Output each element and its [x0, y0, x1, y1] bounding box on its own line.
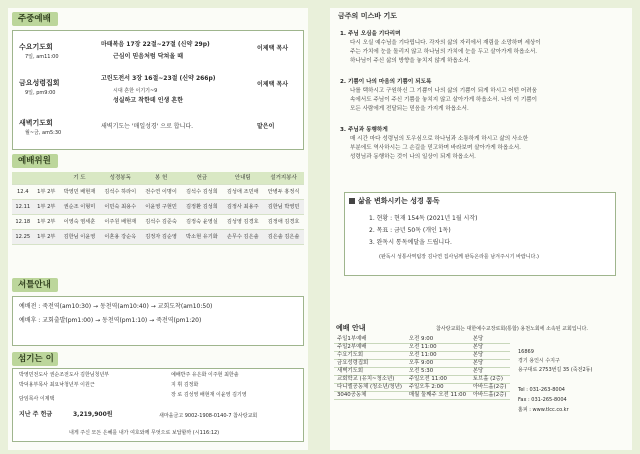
row-cell: 김정애 김경호: [263, 215, 304, 230]
committee-header: 봉 헌: [141, 172, 182, 185]
scripture-verse: 내게 주신 모든 은혜를 내가 여호와께 무엇으로 보답할까 (시116:12): [69, 430, 220, 436]
worship-time: 7일, am11:00: [25, 54, 59, 60]
row-date: 12.18: [12, 215, 34, 230]
bible-line: 2. 목표 : 금년 50독 (개인 1독): [369, 227, 451, 234]
prayer-body: 나를 택하시고 구원하신 그 기쁨이 나의 삶의 기쁨이 되게 하시고 어떤 어려움: [350, 88, 538, 94]
prayer-head: 1. 주님 오심을 기다리며: [340, 31, 401, 37]
committee-header: [12, 172, 59, 185]
worship-time: 월~금, am5:30: [25, 130, 62, 136]
square-bullet-icon: [349, 198, 355, 204]
servant-line: 박덕용부목사 최요낙청년부 이원근: [19, 382, 95, 388]
committee-header: 안내팀: [222, 172, 263, 185]
table-row: 다니엘공동체 (청소년/청년) 주일오후 2:00 아바드홀(2층): [334, 384, 510, 392]
row-cell: 김정환 김성희: [182, 200, 223, 215]
row-service: 1부 2부: [34, 230, 59, 245]
table-row: 주일2부예배 오전 11:00 본당: [334, 344, 510, 352]
table-row: 금요성령집회 오후 9:00 본당: [334, 360, 510, 368]
table-row: [12, 185, 304, 200]
row-cell: 김성영 김경호: [222, 215, 263, 230]
row-date: 12.4: [12, 185, 34, 200]
guide-note: 참사랑교회는 대한예수교장로회(통합) 용천노회에 소속된 교회입니다.: [436, 326, 588, 332]
row-cell: 이영숙 염세훈: [59, 215, 100, 230]
row-cell: 김석수 김성희: [182, 185, 223, 200]
table-row: 주일1부예배 오전 9:00 본당: [334, 336, 510, 344]
left-page: [8, 8, 308, 450]
prayer-body: 매 시간 마다 성령님의 도우심으로 하나님과 소통하게 하시고 삶의 사소한: [350, 136, 529, 142]
worship-leader: 맡은이: [257, 123, 275, 130]
worship-name: 수요기도회: [19, 43, 53, 51]
prayer-body: 하나님이 주신 삶의 방향을 놓치지 않게 하옵소서.: [350, 58, 471, 64]
row-cell: 전수연 이명이: [141, 185, 182, 200]
committee-header: 기 도: [59, 172, 100, 185]
table-row: 교회학교 (유치~청소년) 주일오전 11:00 토브홀 (2층): [334, 376, 510, 384]
offering-amount: 3,219,900원: [73, 411, 113, 418]
servant-line: 담임목사 이제택: [19, 396, 55, 402]
worship-leader: 이제택 목사: [257, 45, 289, 52]
servant-line: 박영민전도사 권순조전도사 김한님청년부: [19, 372, 110, 378]
bible-box: [344, 192, 616, 276]
row-cell: 김한님 박영민: [263, 200, 304, 215]
servant-role: 예배반주 유은화 이주현 최한솔: [171, 372, 239, 378]
guide-table: [334, 336, 510, 400]
bible-title: [349, 197, 440, 206]
table-row: 새벽기도회 오전 5:30 본당: [334, 368, 510, 376]
row-cell: 안병두 홍정식: [263, 185, 304, 200]
worship-line: 근심이 믿음처럼 닥쳐올 때: [113, 53, 184, 60]
row-cell: 박영민 배현재: [59, 185, 100, 200]
table-row: [12, 230, 304, 245]
prayer-body: 다시 오실 예수님을 기다립니다. 각자의 삶의 자리에서 재림을 소망하며 세상이: [350, 40, 541, 46]
right-page: [330, 8, 632, 450]
prayer-heading: 금주의 미스바 기도: [338, 12, 397, 20]
committee-header: 성경봉독: [100, 172, 141, 185]
address-line: 용구대로 2753번길 35 (죽전2동): [518, 367, 593, 373]
committee-header: 설거지봉사: [263, 172, 304, 185]
table-row: 3040공동체 매월 둘째주 오전 11:00 아바드홀(2층): [334, 392, 510, 400]
worship-heading: 주중예배: [12, 12, 58, 26]
address-line: 16869: [518, 349, 534, 355]
prayer-body: 성령님과 동행하는 것이 나의 일상이 되게 하옵소서.: [350, 154, 476, 160]
worship-line: 마태복음 17장 22절~27절 (신약 29p): [101, 41, 210, 48]
committee-header: 헌금: [182, 172, 223, 185]
row-service: 1부 2부: [34, 215, 59, 230]
bible-line: 3. 완독시 통독예달을 드립니다.: [369, 239, 452, 246]
bible-note: (완독시 성통사역팀장 김나연 집사님께 완독온라를 남겨주시기 바랍니다.): [379, 254, 539, 260]
table-row: 수요기도회 오전 11:00 본당: [334, 352, 510, 360]
row-cell: 박소현 유기화: [182, 230, 223, 245]
row-cell: 김석수 김준숙: [141, 215, 182, 230]
contact-line: Tel : 031-263-8004: [518, 387, 565, 393]
prayer-body: 부분에도 역사하시는 그 손길을 믿고하며 바라보며 살아가게 하옵소서.: [350, 145, 521, 151]
bus-line: 예배전 : 죽전역(am10:30) → 동천역(am10:40) → 교회도착(am10:50): [19, 303, 213, 310]
row-cell: 이윤영 구현민: [141, 200, 182, 215]
worship-line: 새벽기도는 '매일성경' 으로 합니다.: [101, 123, 194, 130]
contact-line[interactable]: 홈피 : www.tlcc.co.kr: [518, 407, 569, 413]
row-cell: 손무수 김은솔: [222, 230, 263, 245]
prayer-head: 3. 주님과 동행하게: [340, 127, 388, 133]
prayer-body: 모든 사람에게 전달되는 믿음을 가지게 하옵소서.: [350, 106, 469, 112]
table-row: [12, 215, 304, 230]
servants-heading: 섬기는 이: [12, 352, 58, 366]
row-cell: 김석수 하라이: [100, 185, 141, 200]
row-cell: 김성애 조민애: [222, 185, 263, 200]
worship-name: 금요성령집회: [19, 79, 60, 87]
committee-heading: 예배위원: [12, 154, 58, 168]
worship-leader: 이제택 목사: [257, 81, 289, 88]
worship-time: 9일, pm9:00: [25, 90, 56, 96]
worship-line: 시대 흔한 이기기~9: [113, 88, 158, 94]
table-row: [12, 200, 304, 215]
row-cell: 김은솔 김은솔: [263, 230, 304, 245]
committee-table: [12, 172, 304, 245]
prayer-body: 속에서도 주님이 주신 기쁨을 놓치지 않고 살아가게 하옵소서. 나의 이 기쁨이: [350, 97, 538, 103]
offering-label: 지난 주 헌금: [19, 411, 53, 418]
worship-box: [12, 30, 304, 150]
servant-role: 지 휘 김정화: [171, 382, 199, 388]
row-cell: 이민숙 최용수: [100, 200, 141, 215]
worship-line: 성실하고 착한데 인생 흔한: [113, 97, 184, 104]
prayer-head: 2. 기쁨이 나의 마음의 기쁨이 되도록: [340, 79, 432, 85]
row-cell: 권순조 이형미: [59, 200, 100, 215]
row-date: 12.25: [12, 230, 34, 245]
servant-role: 장 로 김성영 배현재 이윤영 김기영: [171, 392, 247, 398]
row-service: 1부 2부: [34, 200, 59, 215]
bus-box: [12, 296, 304, 346]
worship-name: 새벽기도회: [19, 119, 53, 127]
row-cell: 김정사 최용주: [222, 200, 263, 215]
guide-heading: 예배 안내: [336, 324, 366, 332]
contact-line: Fax : 031-265-8004: [518, 397, 567, 403]
servants-box: [12, 368, 304, 442]
row-cell: 김한님 이윤영: [59, 230, 100, 245]
row-cell: 이주원 배현재: [100, 215, 141, 230]
bank-account: 새마을금고 9002-1908-0140-7 참사랑교회: [159, 413, 258, 419]
bus-line: 예배후 : 교회출발(pm1:00) → 동천역(pm1:10) → 죽전역(pm1:20): [19, 317, 202, 324]
bus-heading: 셔틀안내: [12, 278, 58, 292]
bible-title-text: 삶을 변화시키는 성경 통독: [358, 197, 440, 205]
address-line: 경기 용인시 수지구: [518, 358, 560, 364]
row-cell: 김정자 김순영: [141, 230, 182, 245]
bible-line: 1. 현황 : 현재 154독 (2021년 1월 시작): [369, 215, 478, 222]
prayer-body: 주는 가치에 눈을 돌리지 않고 하나님의 가치에 눈을 두고 살아가게 하옵소서.: [350, 49, 538, 55]
row-date: 12.11: [12, 200, 34, 215]
row-cell: 김정숙 윤영실: [182, 215, 223, 230]
worship-line: 고린도전서 3장 16절~23절 (신약 266p): [101, 75, 216, 82]
row-service: 1부 2부: [34, 185, 59, 200]
row-cell: 이혼용 강순옥: [100, 230, 141, 245]
